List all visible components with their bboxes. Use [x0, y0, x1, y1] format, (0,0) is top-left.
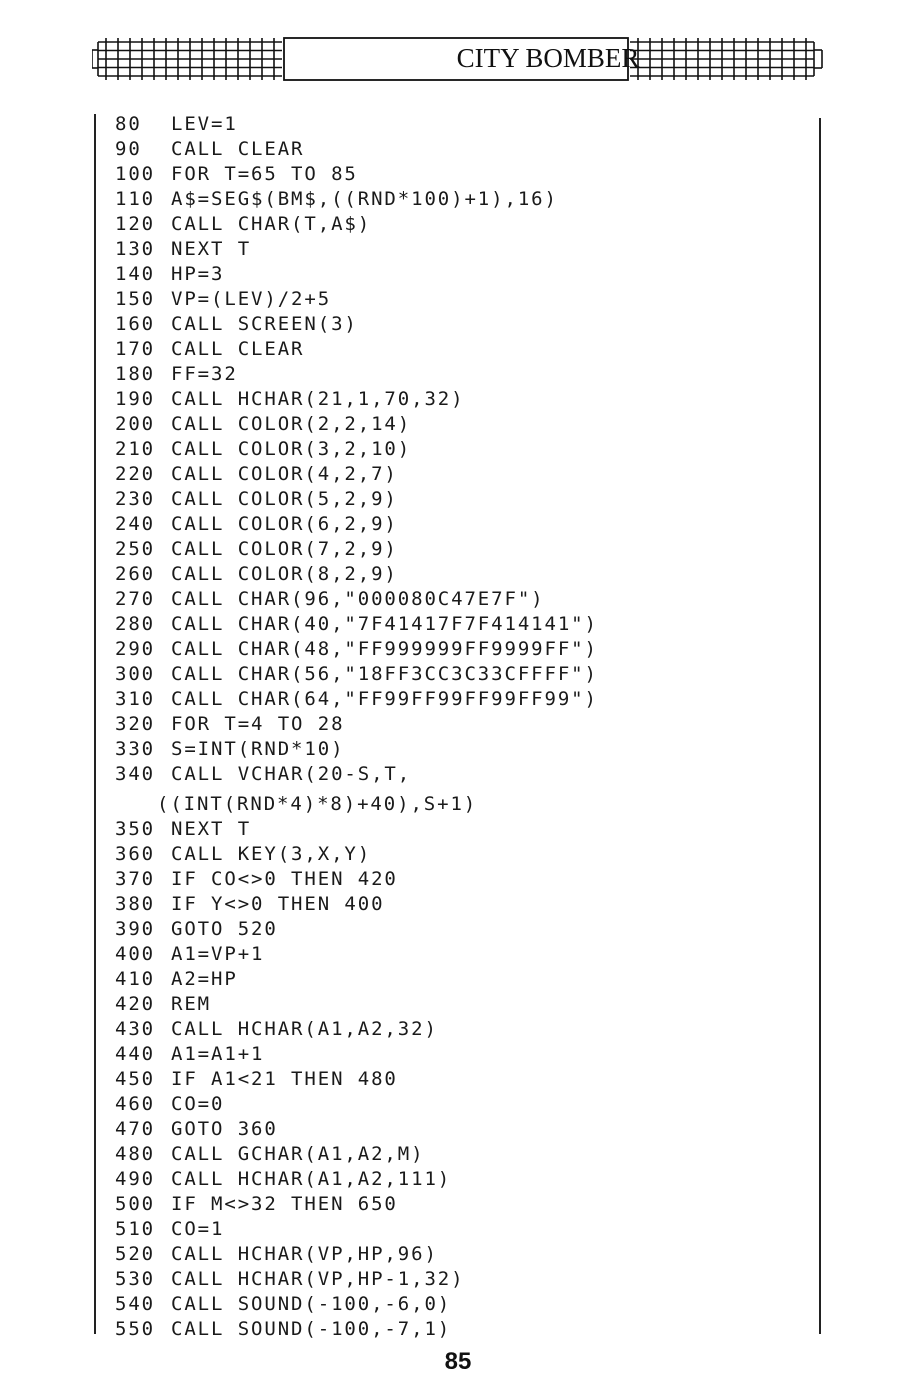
line-code: CALL CHAR(T,A$) — [171, 213, 372, 235]
line-number: 320 — [115, 713, 156, 735]
line-number: 80 — [115, 113, 142, 135]
line-code: A1=VP+1 — [171, 943, 265, 965]
line-code: CALL COLOR(8,2,9) — [171, 563, 398, 585]
line-number: 330 — [115, 738, 156, 760]
line-code: CALL SCREEN(3) — [171, 313, 358, 335]
line-number: 310 — [115, 688, 156, 710]
code-listing — [115, 112, 815, 1342]
line-number: 430 — [115, 1018, 156, 1040]
code-line — [115, 917, 815, 942]
line-code: GOTO 520 — [171, 918, 278, 940]
line-number: 350 — [115, 818, 156, 840]
code-line — [115, 1192, 815, 1217]
line-code: CALL GCHAR(A1,A2,M) — [171, 1143, 425, 1165]
line-number: 190 — [115, 388, 156, 410]
code-line — [115, 1292, 815, 1317]
line-number: 450 — [115, 1068, 156, 1090]
line-number: 280 — [115, 613, 156, 635]
code-line — [115, 612, 815, 637]
code-line — [115, 312, 815, 337]
line-code: CALL CLEAR — [171, 138, 305, 160]
code-line — [115, 337, 815, 362]
line-code: CO=1 — [171, 1218, 225, 1240]
code-line — [115, 842, 815, 867]
line-number: 140 — [115, 263, 156, 285]
code-line — [115, 712, 815, 737]
line-code: CALL HCHAR(21,1,70,32) — [171, 388, 465, 410]
line-number: 150 — [115, 288, 156, 310]
line-number: 440 — [115, 1043, 156, 1065]
line-code: IF M<>32 THEN 650 — [171, 1193, 398, 1215]
line-code: A$=SEG$(BM$,((RND*100)+1),16) — [171, 188, 558, 210]
line-number: 170 — [115, 338, 156, 360]
line-number: 510 — [115, 1218, 156, 1240]
code-line — [115, 387, 815, 412]
line-number: 360 — [115, 843, 156, 865]
line-code: IF A1<21 THEN 480 — [171, 1068, 398, 1090]
code-line — [115, 1042, 815, 1067]
line-code: CALL COLOR(5,2,9) — [171, 488, 398, 510]
line-number: 550 — [115, 1318, 156, 1340]
code-line — [115, 137, 815, 162]
line-number: 490 — [115, 1168, 156, 1190]
code-line — [115, 162, 815, 187]
line-code: FOR T=65 TO 85 — [171, 163, 358, 185]
line-code: REM — [171, 993, 212, 1015]
line-code: CALL CHAR(56,"18FF3CC3C33CFFFF") — [171, 663, 598, 685]
line-number: 180 — [115, 363, 156, 385]
line-code: CALL CHAR(64,"FF99FF99FF99FF99") — [171, 688, 598, 710]
code-line — [115, 537, 815, 562]
line-code: VP=(LEV)/2+5 — [171, 288, 332, 310]
code-line — [115, 1142, 815, 1167]
line-number: 480 — [115, 1143, 156, 1165]
chapter-header — [92, 36, 824, 82]
line-code: LEV=1 — [171, 113, 238, 135]
code-line — [115, 892, 815, 917]
code-line — [115, 1242, 815, 1267]
listing-right-rule — [819, 118, 821, 1334]
line-number: 500 — [115, 1193, 156, 1215]
line-code: CALL CHAR(96,"000080C47E7F") — [171, 588, 545, 610]
line-code: CALL COLOR(3,2,10) — [171, 438, 412, 460]
line-number: 340 — [115, 763, 156, 785]
line-number: 210 — [115, 438, 156, 460]
code-line — [115, 992, 815, 1017]
line-number: 240 — [115, 513, 156, 535]
code-line — [115, 867, 815, 892]
line-code: CALL HCHAR(A1,A2,32) — [171, 1018, 438, 1040]
code-line — [115, 637, 815, 662]
code-line — [115, 967, 815, 992]
line-number: 260 — [115, 563, 156, 585]
line-code: S=INT(RND*10) — [171, 738, 345, 760]
line-number: 390 — [115, 918, 156, 940]
listing-left-rule — [94, 114, 96, 1334]
line-number: 290 — [115, 638, 156, 660]
line-code: CALL HCHAR(VP,HP,96) — [171, 1243, 438, 1265]
line-number: 230 — [115, 488, 156, 510]
line-code: CALL HCHAR(VP,HP-1,32) — [171, 1268, 465, 1290]
code-line — [115, 562, 815, 587]
line-number: 90 — [115, 138, 142, 160]
code-line — [115, 112, 815, 137]
line-code: CALL COLOR(4,2,7) — [171, 463, 398, 485]
line-number: 300 — [115, 663, 156, 685]
line-number: 200 — [115, 413, 156, 435]
line-code: A2=HP — [171, 968, 238, 990]
line-number: 100 — [115, 163, 156, 185]
code-line — [115, 187, 815, 212]
line-number: 520 — [115, 1243, 156, 1265]
line-number: 470 — [115, 1118, 156, 1140]
code-line — [115, 762, 815, 817]
code-line — [115, 1117, 815, 1142]
code-line — [115, 212, 815, 237]
line-number: 460 — [115, 1093, 156, 1115]
code-line — [115, 1017, 815, 1042]
line-code: CALL SOUND(-100,-7,1) — [171, 1318, 452, 1340]
code-line — [115, 817, 815, 842]
line-code: CO=0 — [171, 1093, 225, 1115]
chapter-title: CITY BOMBER — [456, 42, 640, 73]
line-code: GOTO 360 — [171, 1118, 278, 1140]
line-code: FF=32 — [171, 363, 238, 385]
code-line — [115, 462, 815, 487]
code-line — [115, 1167, 815, 1192]
code-line — [115, 412, 815, 437]
line-number: 410 — [115, 968, 156, 990]
code-line — [115, 287, 815, 312]
line-number: 370 — [115, 868, 156, 890]
code-line — [115, 1267, 815, 1292]
page-number: 85 — [444, 1348, 472, 1375]
code-line — [115, 587, 815, 612]
line-number: 110 — [115, 188, 156, 210]
line-number: 250 — [115, 538, 156, 560]
line-number: 380 — [115, 893, 156, 915]
line-continuation: ((INT(RND*4)*8)+40),S+1) — [157, 793, 478, 815]
line-code: IF Y<>0 THEN 400 — [171, 893, 385, 915]
line-code: CALL CLEAR — [171, 338, 305, 360]
line-code: CALL VCHAR(20-S,T, — [171, 763, 412, 785]
code-line — [115, 687, 815, 712]
code-line — [115, 1217, 815, 1242]
line-code: NEXT T — [171, 238, 252, 260]
line-number: 530 — [115, 1268, 156, 1290]
code-line — [115, 737, 815, 762]
line-code: CALL CHAR(48,"FF999999FF9999FF") — [171, 638, 598, 660]
line-number: 220 — [115, 463, 156, 485]
line-code: CALL COLOR(7,2,9) — [171, 538, 398, 560]
line-number: 540 — [115, 1293, 156, 1315]
line-number: 130 — [115, 238, 156, 260]
line-code: CALL KEY(3,X,Y) — [171, 843, 372, 865]
line-number: 400 — [115, 943, 156, 965]
code-line — [115, 237, 815, 262]
line-code: CALL SOUND(-100,-6,0) — [171, 1293, 452, 1315]
code-line — [115, 437, 815, 462]
line-number: 160 — [115, 313, 156, 335]
line-code: CALL COLOR(6,2,9) — [171, 513, 398, 535]
line-number: 270 — [115, 588, 156, 610]
code-line — [115, 662, 815, 687]
line-number: 120 — [115, 213, 156, 235]
line-code: FOR T=4 TO 28 — [171, 713, 345, 735]
line-code: A1=A1+1 — [171, 1043, 265, 1065]
code-line — [115, 1092, 815, 1117]
line-code: IF CO<>0 THEN 420 — [171, 868, 398, 890]
code-line — [115, 362, 815, 387]
line-code: HP=3 — [171, 263, 225, 285]
line-code: CALL COLOR(2,2,14) — [171, 413, 412, 435]
code-line — [115, 1317, 815, 1342]
code-line — [115, 487, 815, 512]
code-line — [115, 942, 815, 967]
line-code: NEXT T — [171, 818, 252, 840]
code-line — [115, 262, 815, 287]
code-line — [115, 1067, 815, 1092]
line-number: 420 — [115, 993, 156, 1015]
line-code: CALL HCHAR(A1,A2,111) — [171, 1168, 452, 1190]
code-line — [115, 512, 815, 537]
line-code: CALL CHAR(40,"7F41417F7F414141") — [171, 613, 598, 635]
